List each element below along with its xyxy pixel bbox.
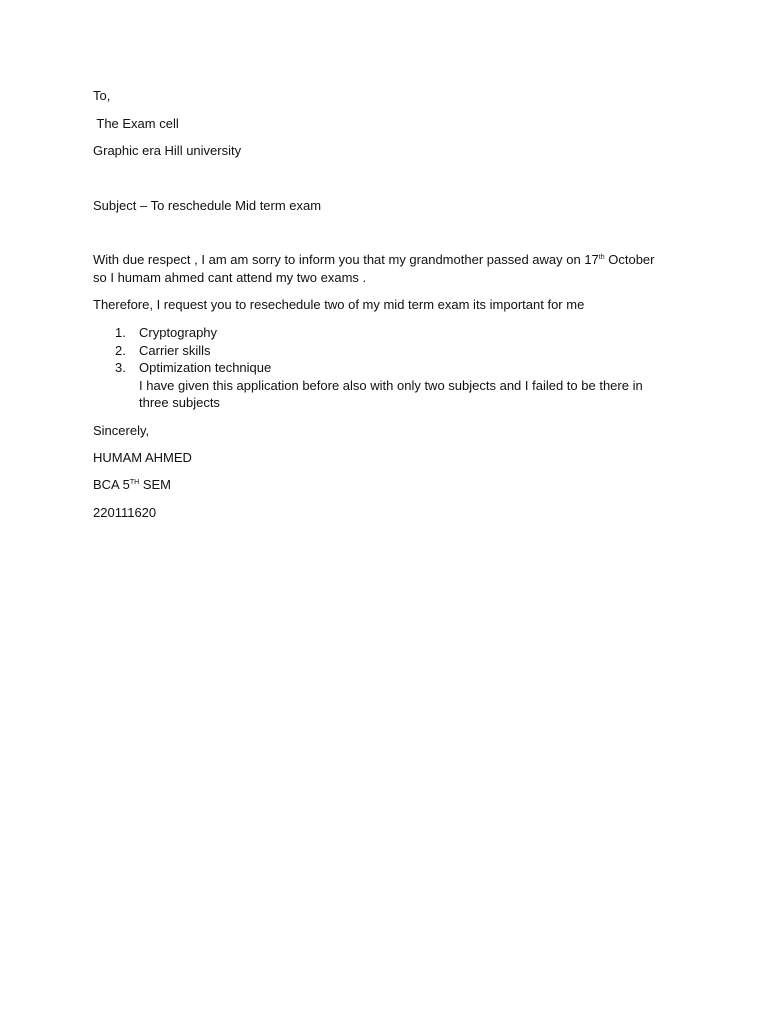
body1-part2: October [604,252,655,267]
exam-name: Optimization technique [139,360,272,375]
sender-name: HUMAM AHMED [93,450,192,465]
exam-name: Carrier skills [139,342,211,358]
body-paragraph-1 [93,251,673,286]
course-sup: TH [129,479,140,486]
body1-part1: With due respect , I am am sorry to inform you that my grandmother passed away on 17 [93,252,599,267]
list-item [93,359,673,377]
closing: Sincerely, [93,423,150,438]
body1-line2: so I humam ahmed cant attend my two exams . [93,269,367,285]
sender-course [93,476,171,493]
body1-sup: th [598,254,605,261]
recipient-text: The Exam cell [93,116,179,131]
list-number: 1. [115,325,126,340]
list-number: 2. [115,342,126,358]
sender-roll-number: 220111620 [93,505,157,520]
body-paragraph-2: Therefore, I request you to resechedule two of my mid term exam its important for me [93,297,585,312]
salutation-to: To, [93,88,111,103]
course-part2: SEM [139,477,171,492]
exam-list [93,324,673,412]
list-item [93,324,673,342]
list-number: 3. [115,360,126,375]
recipient [93,115,179,132]
course-part1: BCA 5 [93,477,130,492]
institution: Graphic era Hill university [93,143,242,158]
subject-line: Subject – To reschedule Mid term exam [93,198,322,213]
exam-name: Cryptography [139,325,218,340]
list-note: I have given this application before also with only two subjects and I failed to be there in three subjects [139,377,643,410]
list-item [93,342,673,360]
